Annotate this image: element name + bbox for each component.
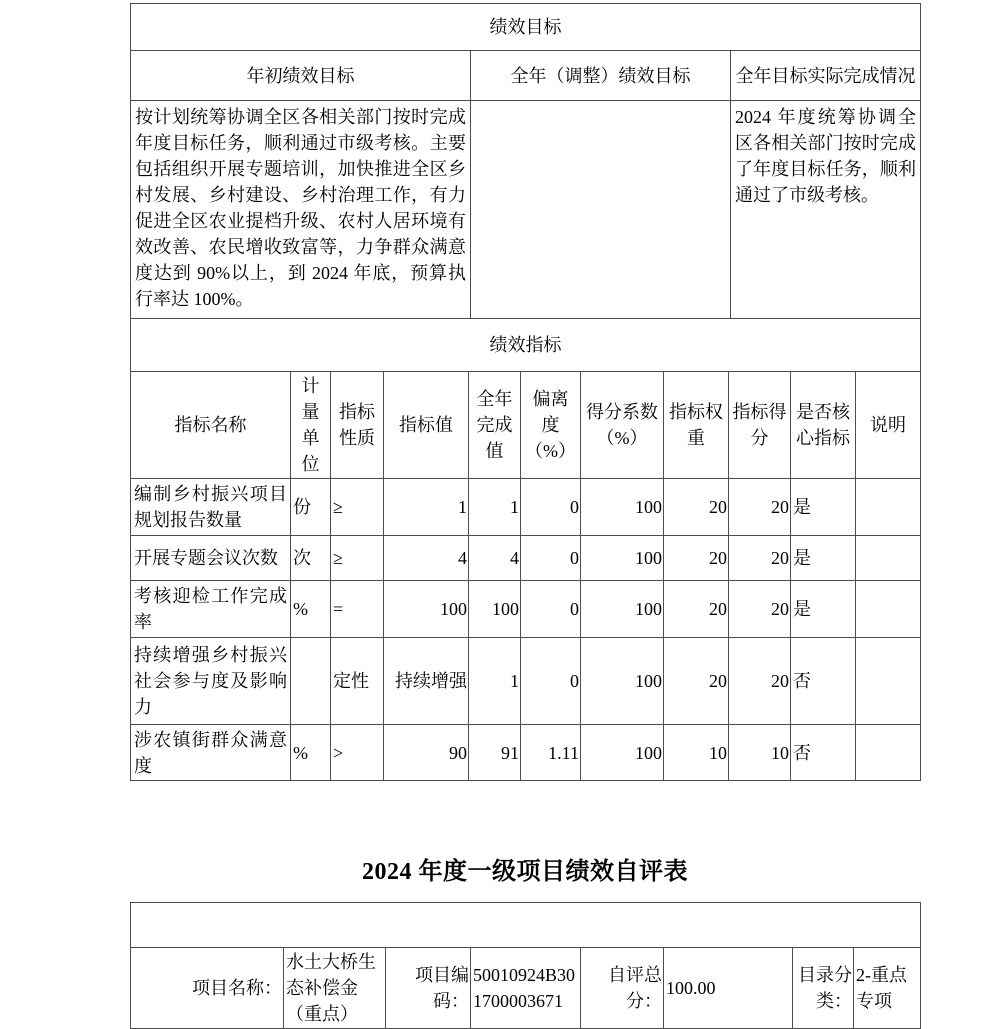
- indicator-completed-cell: 100: [469, 581, 521, 638]
- indicator-core-cell: 是: [791, 581, 856, 638]
- indicator-note-cell: [856, 479, 921, 536]
- indicator-nature-cell: ≥: [331, 536, 384, 581]
- indicator-name-cell: 编制乡村振兴项目规划报告数量: [131, 479, 291, 536]
- goals-actual-text: 2024 年度统筹协调全区各相关部门按时完成了年度目标任务，顺利通过了市级考核。: [731, 101, 921, 319]
- indicator-row: [131, 536, 921, 581]
- goals-section-row: [131, 4, 921, 51]
- indicator-score-cell: 20: [729, 581, 791, 638]
- indicator-score-coef-cell: 100: [581, 581, 664, 638]
- indicator-core-cell: 否: [791, 725, 856, 781]
- indicator-unit-cell: %: [291, 581, 331, 638]
- indicator-core-cell: 否: [791, 638, 856, 725]
- indicator-name-cell: 涉农镇街群众满意度: [131, 725, 291, 781]
- goals-adjusted-text: [471, 101, 731, 319]
- col-unit: 计量单位: [291, 372, 331, 479]
- project-name-value: 水土大桥生态补偿金（重点）: [284, 948, 386, 1029]
- project-name-label: 项目名称：: [131, 948, 284, 1029]
- indicators-header-row: [131, 372, 921, 479]
- goals-initial-text: 按计划统筹协调全区各相关部门按时完成年度目标任务，顺利通过市级考核。主要包括组织开展专题培训，加快推进全区乡村发展、乡村建设、乡村治理工作，有力促进全区农业提档升级、农村人居环境有效改善、农民增收致富等，力争群众满意度达到 90%以上，到 2024 年底，预算执行率达 100%。: [131, 101, 471, 319]
- col-weight: 指标权重: [664, 372, 729, 479]
- indicator-score-cell: 20: [729, 536, 791, 581]
- indicator-nature-cell: >: [331, 725, 384, 781]
- indicator-deviation-cell: 0: [521, 638, 581, 725]
- indicator-score-coef-cell: 100: [581, 638, 664, 725]
- indicator-name-cell: 考核迎检工作完成率: [131, 581, 291, 638]
- col-indicator-name: 指标名称: [131, 372, 291, 479]
- indicator-note-cell: [856, 581, 921, 638]
- indicators-section-title: 绩效指标: [131, 319, 921, 372]
- indicator-note-cell: [856, 725, 921, 781]
- indicator-completed-cell: 4: [469, 536, 521, 581]
- col-target-value: 指标值: [384, 372, 469, 479]
- indicator-score-cell: 10: [729, 725, 791, 781]
- col-score: 指标得分: [729, 372, 791, 479]
- indicator-target-cell: 4: [384, 536, 469, 581]
- indicator-row: [131, 479, 921, 536]
- indicator-unit-cell: %: [291, 725, 331, 781]
- indicator-completed-cell: 1: [469, 638, 521, 725]
- col-core-indicator: 是否核心指标: [791, 372, 856, 479]
- indicator-score-coef-cell: 100: [581, 725, 664, 781]
- indicator-target-cell: 1: [384, 479, 469, 536]
- indicator-note-cell: [856, 638, 921, 725]
- self-eval-table: [130, 902, 921, 1029]
- indicator-target-cell: 持续增强: [384, 638, 469, 725]
- project-code-label: 项目编码：: [386, 948, 471, 1029]
- indicator-score-coef-cell: 100: [581, 536, 664, 581]
- col-deviation: 偏离度（%）: [521, 372, 581, 479]
- page-title: 2024 年度一级项目绩效自评表: [362, 859, 688, 885]
- col-note: 说明: [856, 372, 921, 479]
- indicators-section-row: [131, 319, 921, 372]
- indicator-score-cell: 20: [729, 638, 791, 725]
- indicator-weight-cell: 10: [664, 725, 729, 781]
- indicator-deviation-cell: 0: [521, 479, 581, 536]
- indicators-table: [130, 318, 921, 781]
- self-eval-blank-row: [131, 903, 921, 948]
- self-score-label: 自评总分：: [581, 948, 664, 1029]
- indicator-deviation-cell: 0: [521, 581, 581, 638]
- indicator-deviation-cell: 0: [521, 536, 581, 581]
- goals-col-adjusted: 全年（调整）绩效目标: [471, 51, 731, 101]
- indicator-row: [131, 638, 921, 725]
- goals-col-actual: 全年目标实际完成情况: [731, 51, 921, 101]
- self-eval-info-row: [131, 948, 921, 1029]
- indicator-name-cell: 持续增强乡村振兴社会参与度及影响力: [131, 638, 291, 725]
- indicator-weight-cell: 20: [664, 479, 729, 536]
- indicator-unit-cell: 份: [291, 479, 331, 536]
- indicator-name-cell: 开展专题会议次数: [131, 536, 291, 581]
- category-label: 目录分类：: [793, 948, 854, 1029]
- indicator-deviation-cell: 1.11: [521, 725, 581, 781]
- indicator-core-cell: 是: [791, 479, 856, 536]
- indicator-nature-cell: 定性: [331, 638, 384, 725]
- indicator-weight-cell: 20: [664, 536, 729, 581]
- category-value: 2-重点专项: [854, 948, 921, 1029]
- goals-header-row: [131, 51, 921, 101]
- indicator-row: [131, 581, 921, 638]
- goals-table: [130, 3, 921, 319]
- indicator-target-cell: 100: [384, 581, 469, 638]
- col-completed-value: 全年完成值: [469, 372, 521, 479]
- indicator-target-cell: 90: [384, 725, 469, 781]
- indicator-nature-cell: =: [331, 581, 384, 638]
- indicator-core-cell: 是: [791, 536, 856, 581]
- indicator-row: [131, 725, 921, 781]
- indicator-score-coef-cell: 100: [581, 479, 664, 536]
- indicator-unit-cell: 次: [291, 536, 331, 581]
- goals-col-initial: 年初绩效目标: [131, 51, 471, 101]
- col-score-coefficient: 得分系数（%）: [581, 372, 664, 479]
- document-page: [130, 3, 920, 1029]
- goals-section-title: 绩效目标: [131, 4, 921, 51]
- self-score-value: 100.00: [664, 948, 793, 1029]
- goals-content-row: [131, 101, 921, 319]
- indicator-unit-cell: [291, 638, 331, 725]
- indicator-weight-cell: 20: [664, 638, 729, 725]
- col-nature: 指标性质: [331, 372, 384, 479]
- indicator-completed-cell: 91: [469, 725, 521, 781]
- indicator-note-cell: [856, 536, 921, 581]
- project-code-value: 50010924B301700003671: [471, 948, 581, 1029]
- indicator-score-cell: 20: [729, 479, 791, 536]
- self-eval-blank-cell: [131, 903, 921, 948]
- indicator-completed-cell: 1: [469, 479, 521, 536]
- indicator-nature-cell: ≥: [331, 479, 384, 536]
- indicator-weight-cell: 20: [664, 581, 729, 638]
